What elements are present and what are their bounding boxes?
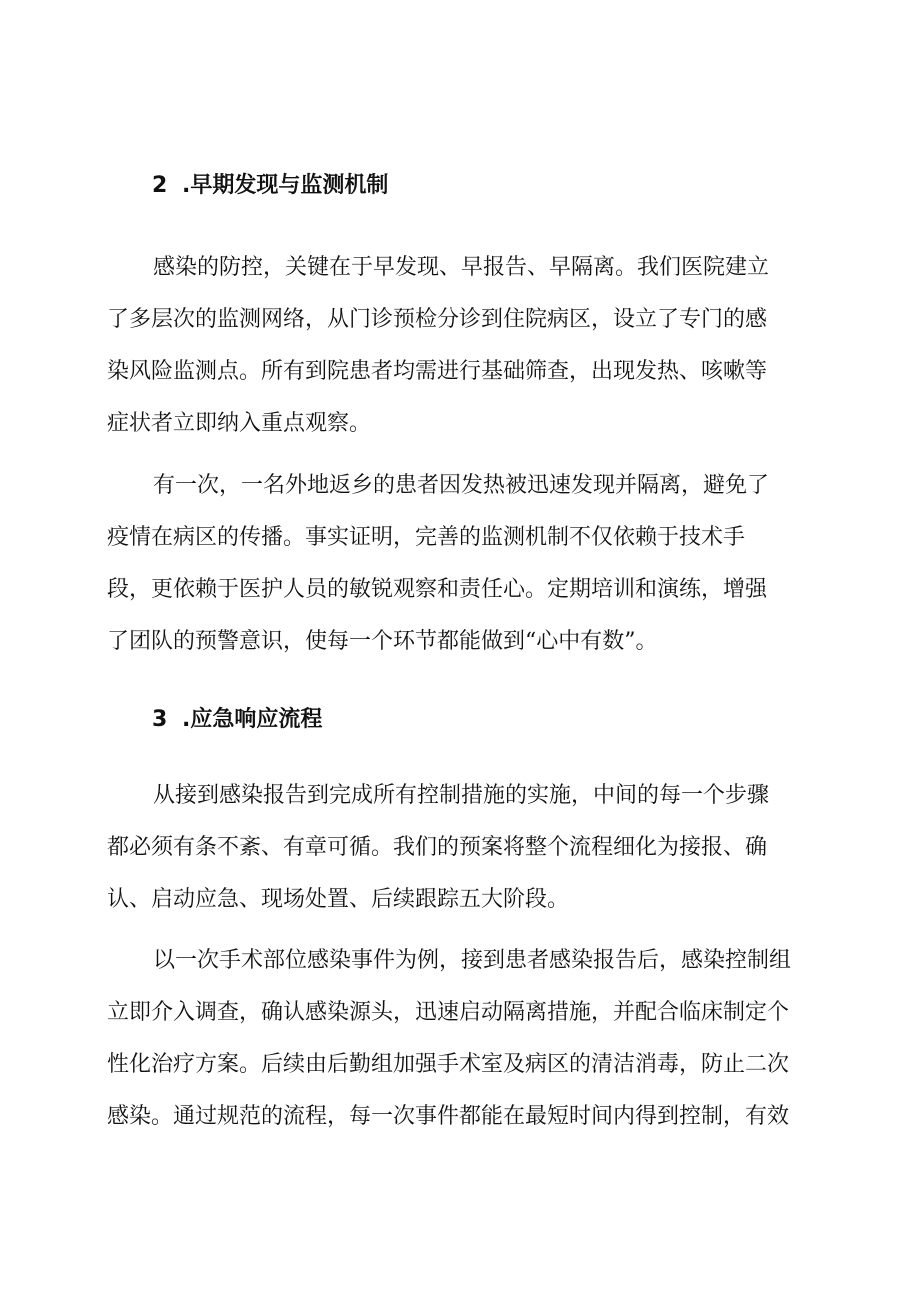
paragraph-line: 感染。通过规范的流程，每一次事件都能在最短时间内得到控制，有效 <box>107 1104 790 1129</box>
paragraph-line: 有一次，一名外地返乡的患者因发热被迅速发现并隔离，避免了 <box>153 473 770 498</box>
section-2-number: 2 <box>152 173 168 198</box>
section-2-paragraph-2 <box>107 460 822 668</box>
paragraph-line: 认、启动应急、现场处置、后续跟踪五大阶段。 <box>107 887 570 912</box>
section-3-paragraph-2 <box>107 935 822 1143</box>
paragraph-line: 感染的防控，关键在于早发现、早报告、早隔离。我们医院建立 <box>153 255 770 280</box>
section-2-paragraph-1 <box>107 242 822 450</box>
section-3-title: .应急响应流程 <box>182 707 323 732</box>
paragraph-line: 从接到感染报告到完成所有控制措施的实施，中间的每一个步骤 <box>153 783 770 808</box>
paragraph-line: 性化治疗方案。后续由后勤组加强手术室及病区的清洁消毒，防止二次 <box>107 1052 790 1077</box>
section-2-heading <box>152 168 388 199</box>
section-3-heading <box>152 702 322 733</box>
paragraph-line: 了多层次的监测网络，从门诊预检分诊到住院病区，设立了专门的感 <box>107 307 768 332</box>
paragraph-line: 染风险监测点。所有到院患者均需进行基础筛查，出现发热、咳嗽等 <box>107 359 768 384</box>
paragraph-line: 以一次手术部位感染事件为例，接到患者感染报告后，感染控制组 <box>153 948 792 973</box>
paragraph-line: 疫情在病区的传播。事实证明，完善的监测机制不仅依赖于技术手 <box>107 525 746 550</box>
paragraph-line: 了团队的预警意识，使每一个环节都能做到“心中有数”。 <box>107 629 658 654</box>
section-3-paragraph-1 <box>107 770 822 926</box>
paragraph-line: 立即介入调查，确认感染源头，迅速启动隔离措施，并配合临床制定个 <box>107 1000 790 1025</box>
section-2-title: .早期发现与监测机制 <box>182 173 389 198</box>
paragraph-line: 都必须有条不紊、有章可循。我们的预案将整个流程细化为接报、确 <box>107 835 768 860</box>
paragraph-line: 段，更依赖于医护人员的敏锐观察和责任心。定期培训和演练，增强 <box>107 577 768 602</box>
paragraph-line: 症状者立即纳入重点观察。 <box>107 411 372 436</box>
section-3-number: 3 <box>152 707 168 732</box>
